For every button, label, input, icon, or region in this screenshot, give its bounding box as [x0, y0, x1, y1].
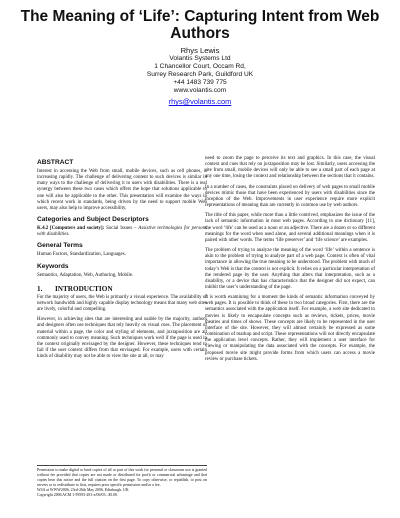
section-number: 1.	[37, 284, 43, 293]
author-email-link[interactable]: rhys@volantis.com	[168, 97, 232, 107]
keywords-text: Semantics, Adaptation, Web, Authoring, Mobile.	[37, 272, 134, 278]
section-title: INTRODUCTION	[55, 284, 113, 293]
author-name: Rhys Lewis	[180, 46, 220, 55]
affiliation-line: 1 Chancellor Court, Occam Rd,	[154, 63, 246, 71]
author-block	[0, 46, 400, 108]
body-paragraph: The title of this paper, while more than a little contrived, emphasizes the issue of the lack of semantic information in most web pages. According to one dictionary [11], the word ‘life’ can be used as a noun or an adjective. There are a dozen or so different meanings for the word when used alone, and several additional meanings when it is paired with other words. The terms ‘life preserver’ and ‘life science’ are examples.	[205, 213, 375, 243]
right-column	[205, 156, 375, 367]
terms-heading: General Terms	[37, 242, 83, 250]
abstract-heading: ABSTRACT	[37, 159, 74, 166]
body-paragraph: need to zoom the page to perceive its text and graphics. In this case, the visual context and cues that rely on juxtaposition may be lost. Similarly, users accessing the site from small, mobile devices will only be able to see a small part of each page at any one time, losing the context and relationship between the sections that it contains.	[205, 156, 375, 180]
categories-code: K.4.2 [Computers and society]:	[37, 226, 105, 232]
intro-paragraph: However, in achieving sites that are interesting and usable by the majority, authors and designers often use techniques that rely heavily on visual cues. The placement of material within a page, the color and styling of elements, and juxtaposition are all commonly used to convey meaning. Such techniques work well if the page is used in the context originally envisaged by the designer. However, these techniques tend to fail if the user context differs from that envisaged. For example, users with certain kinds of disability may not be able to view the site at all, or may	[37, 317, 207, 360]
introduction-heading	[37, 285, 207, 293]
body-paragraph: In a number of cases, the constraints placed on delivery of web pages to small mobile devices mimic those that have been experienced by users with disabilities since the inception of the Web. Improvements in user experience require more explicit representations of meaning than are currently in common use by web authors.	[205, 184, 375, 209]
abstract-text: Interest in accessing the Web from small, mobile devices, such as cell phones, is increasing rapidly. The challenge of delivering content to such devices is similar in many ways to the challenge of delivering it to users with disabilities. There is a real synergy between these two cases which offers the hope that solutions applicable to one will also be applicable to the other. This presentation will examine the ways in which recent work in standards, being driven by the need to support mobile Web users, may also help to improve accessibility.	[37, 169, 207, 211]
categories-text	[37, 226, 207, 238]
body-paragraph: The problem of trying to analyze the meaning of the word ‘life’ within a sentence is akin to the problem of trying to analyze part of a web page. Context is often of vital importance in allowing the true meaning to be understood. The problem with much of today’s Web is that the context is not explicit. It relies on a particular interpretation of the rendered page by the user. Anything that alters that interpretation, such as a disability, or a device that has characteristics that the designer did not expect, can inhibit the user’s understanding of the page.	[205, 248, 375, 290]
categories-italic: Assistive technologies for persons with disabilities.	[37, 226, 207, 238]
conference-line: W4A at WWW2006, 23rd-26th May 2006, Edinburgh, UK	[37, 488, 129, 492]
affiliation-line: +44 1483 739 775	[173, 79, 227, 87]
left-column	[37, 156, 207, 364]
affiliation-line: Surrey Research Park, Guildford UK	[146, 71, 254, 79]
copyright-line: Copyright 2006 ACM 1-59593-281-x/06/05...$5.00.	[37, 493, 119, 497]
paper-header	[0, 8, 400, 108]
terms-text: Human Factors, Standardization, Languages.	[37, 252, 126, 258]
paper-title: The Meaning of ‘Life’: Capturing Intent from Web Authors	[20, 8, 380, 42]
categories-heading: Categories and Subject Descriptors	[37, 216, 149, 224]
intro-paragraph: For the majority of users, the Web is primarily a visual experience. The availability of network bandwidth and highly capable display technology means that many web sites are lively, colorful and compelling.	[37, 294, 207, 313]
categories-rest: Social Issues –	[104, 226, 139, 232]
permission-notice	[37, 465, 207, 498]
affiliation-line: Volantis Systems Ltd	[169, 55, 231, 62]
keywords-heading: Keywords	[37, 262, 69, 270]
body-paragraph: It is worth examining for a moment the kinds of semantic information conveyed by web pages. It is possible to think of these in two broad categories. First, there are the semantics associated with the application itself. For example, a web site dedicated to movies is likely to encapsulate concepts such as reviews, tickets, prices, movie theatres and times of shows. These concepts are likely to be represented in the user interface of the site. However, they will almost certainly be expressed as some combination of markup and script. These representations will not directly encapsulate the application level concepts. Rather, they will implement a user interface for viewing or manipulating the data associated with the concepts. For example, the proposed movie site might provide forms from which users can access a movie review or purchase tickets.	[205, 295, 375, 362]
affiliation-line: www.volantis.com	[173, 87, 227, 95]
permission-text: Permission to make digital or hard copies of all or part of this work for personal or classroom use is granted without fee provided that copies are not made or distributed for profit or commercial advantage and that copies bear this notice and the full citation on the first page. To copy otherwise, or republish, to post on servers or to redistribute to lists, requires prior specific permission and/or a fee.	[37, 468, 207, 487]
